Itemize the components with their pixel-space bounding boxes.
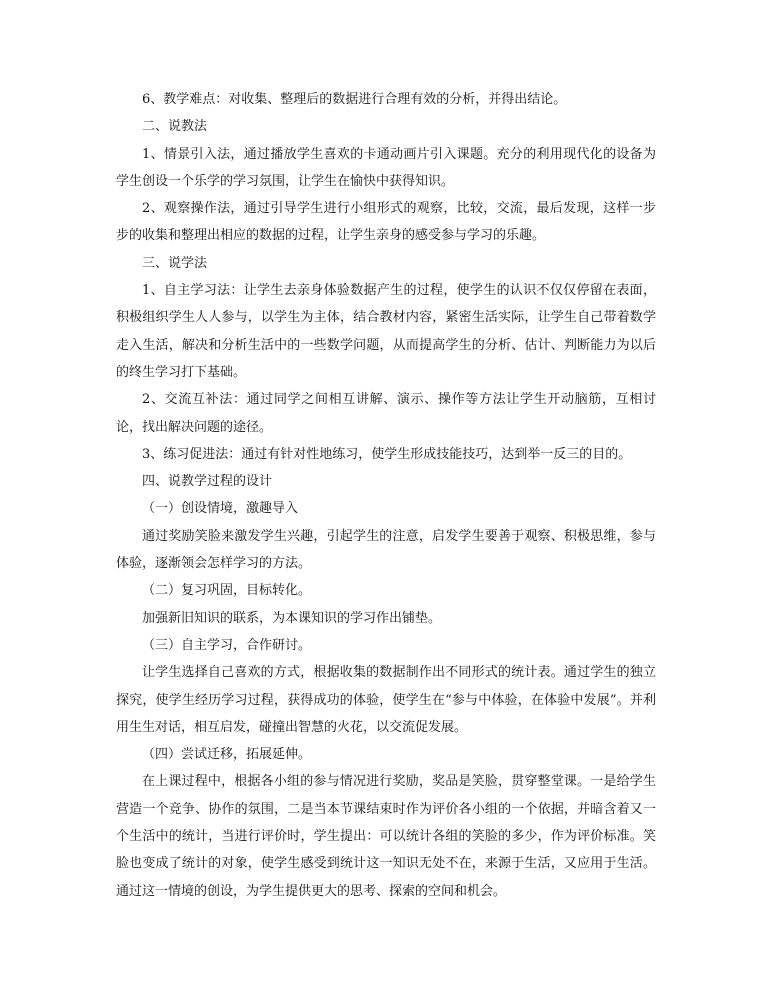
paragraph-independent-study: 让学生选择自己喜欢的方式，根据收集的数据制作出不同形式的统计表。通过学生的独立探究，使学生经历学习过程，获得成功的体验，使学生在“参与中体验，在体验中发展”。并利用生生对话，相互启发，碰撞出智慧的火花，以交流促发展。 [116, 665, 656, 735]
paragraph-review: 加强新旧知识的联系，为本课知识的学习作出铺垫。 [142, 610, 442, 626]
paragraph-scenario-method: 1、情景引入法，通过播放学生喜欢的卡通动画片引入课题。充分的利用现代化的设备为学生创设一个乐学的学习氛围，让学生在愉快中获得知识。 [116, 146, 656, 189]
paragraph-teaching-difficulty: 6、教学难点：对收集、整理后的数据进行合理有效的分析，并得出结论。 [142, 92, 567, 107]
paragraph-create-scenario: 通过奖励笑脸来激发学生兴趣，引起学生的注意，启发学生要善于观察、积极思维，参与体验，逐渐领会怎样学习的方法。 [116, 528, 656, 572]
paragraph-practice-method: 3、练习促进法：通过有针对性地练习，使学生形成技能技巧，达到举一反三的目的。 [142, 446, 632, 462]
paragraph-observation-method: 2、观察操作法，通过引导学生进行小组形式的观察，比较，交流，最后发现，这样一步步的收集和整理出相应的数据的过程，让学生亲身的感受参与学习的乐趣。 [116, 201, 656, 244]
paragraph-self-study-method: 1、自主学习法：让学生去亲身体验数据产生的过程，使学生的认识不仅仅停留在表面，积极组织学生人人参与，以学生为主体，结合教材内容，紧密生活实际，让学生自己带着数学走入生活，解决和分析生活中的一些数学问题，从而提高学生的分析、估计、判断能力为以后的终生学习打下基础。 [116, 283, 656, 380]
subheading-transfer-extension: （四）尝试迁移，拓展延伸。 [142, 747, 312, 763]
subheading-independent-study: （三）自主学习，合作研讨。 [142, 637, 312, 653]
subheading-create-scenario: （一）创设情境，激趣导入 [142, 501, 299, 517]
heading-learning-methods: 三、说学法 [142, 255, 208, 271]
document-body [116, 86, 656, 905]
paragraph-transfer-extension: 在上课过程中，根据各小组的参与情况进行奖励，奖品是笑脸，贯穿整堂课。一是给学生营造一个竞争、协作的氛围，二是当本节课结束时作为评价各小组的一个依据，并暗含着又一个生活中的统计，当进行评价时，学生提出：可以统计各组的笑脸的多少，作为评价标准。笑脸也变成了统计的对象，使学生感受到统计这一知识无处不在，来源于生活，又应用于生活。通过这一情境的创设，为学生提供更大的思考、探索的空间和机会。 [116, 774, 656, 899]
heading-process-design: 四、说教学过程的设计 [142, 474, 273, 490]
subheading-review: （二）复习巩固，目标转化。 [142, 583, 312, 599]
paragraph-exchange-method: 2、交流互补法：通过同学之间相互讲解、演示、操作等方法让学生开动脑筋，互相讨论，找出解决问题的途径。 [116, 392, 656, 435]
heading-teaching-methods: 二、说教法 [142, 119, 208, 135]
